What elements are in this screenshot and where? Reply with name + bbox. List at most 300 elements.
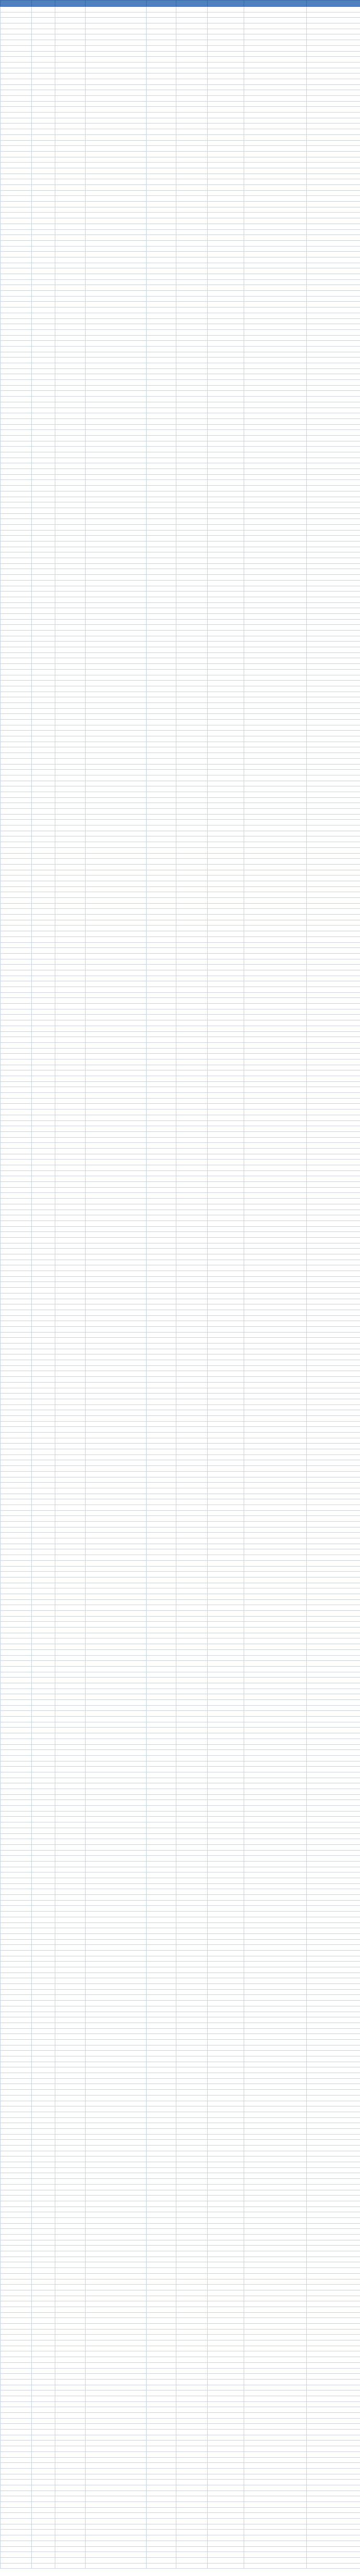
- table-cell[interactable]: [244, 458, 307, 463]
- table-cell[interactable]: [208, 1344, 244, 1349]
- table-row[interactable]: [1, 926, 360, 931]
- table-row[interactable]: [1, 452, 360, 458]
- table-cell[interactable]: [244, 1020, 307, 1026]
- table-cell[interactable]: [86, 1750, 147, 1756]
- table-cell[interactable]: [147, 1438, 176, 1444]
- table-cell[interactable]: [208, 129, 244, 135]
- table-cell[interactable]: [32, 2140, 55, 2146]
- table-cell[interactable]: [1, 1332, 32, 1338]
- table-cell[interactable]: [244, 747, 307, 753]
- table-cell[interactable]: [244, 1516, 307, 1522]
- table-cell[interactable]: [55, 497, 86, 502]
- table-cell[interactable]: [55, 1856, 86, 1862]
- table-cell[interactable]: [176, 853, 208, 859]
- table-cell[interactable]: [147, 2491, 176, 2496]
- table-cell[interactable]: [176, 586, 208, 591]
- table-cell[interactable]: [208, 1922, 244, 1928]
- table-cell[interactable]: [1, 1065, 32, 1070]
- table-cell[interactable]: [244, 2379, 307, 2385]
- table-row[interactable]: [1, 1928, 360, 1934]
- table-cell[interactable]: [307, 2396, 360, 2401]
- table-cell[interactable]: [244, 7, 307, 13]
- table-cell[interactable]: [208, 1199, 244, 1204]
- table-cell[interactable]: [86, 2413, 147, 2419]
- table-cell[interactable]: [86, 2390, 147, 2396]
- table-cell[interactable]: [244, 502, 307, 508]
- table-cell[interactable]: [176, 2246, 208, 2251]
- table-cell[interactable]: [208, 2368, 244, 2374]
- table-cell[interactable]: [208, 1226, 244, 1232]
- table-cell[interactable]: [176, 458, 208, 463]
- table-cell[interactable]: [32, 2407, 55, 2413]
- table-row[interactable]: [1, 45, 360, 51]
- table-cell[interactable]: [86, 1544, 147, 1549]
- table-cell[interactable]: [55, 51, 86, 57]
- table-cell[interactable]: [307, 1394, 360, 1399]
- table-cell[interactable]: [147, 536, 176, 541]
- table-cell[interactable]: [147, 2524, 176, 2530]
- table-cell[interactable]: [86, 2034, 147, 2040]
- table-cell[interactable]: [176, 1933, 208, 1939]
- table-cell[interactable]: [32, 2507, 55, 2513]
- table-cell[interactable]: [307, 870, 360, 876]
- table-cell[interactable]: [176, 1577, 208, 1583]
- table-row[interactable]: [1, 675, 360, 681]
- table-cell[interactable]: [147, 2251, 176, 2257]
- table-cell[interactable]: [147, 613, 176, 619]
- table-cell[interactable]: [244, 2039, 307, 2045]
- table-cell[interactable]: [1, 57, 32, 63]
- table-cell[interactable]: [147, 814, 176, 820]
- table-row[interactable]: [1, 1187, 360, 1193]
- table-cell[interactable]: [147, 263, 176, 268]
- table-cell[interactable]: [307, 1260, 360, 1265]
- table-cell[interactable]: [32, 881, 55, 886]
- table-row[interactable]: [1, 84, 360, 90]
- table-cell[interactable]: [55, 2541, 86, 2546]
- table-cell[interactable]: [86, 2519, 147, 2524]
- table-cell[interactable]: [1, 1444, 32, 1449]
- table-cell[interactable]: [244, 1466, 307, 1472]
- table-cell[interactable]: [244, 859, 307, 865]
- table-cell[interactable]: [55, 2095, 86, 2101]
- table-cell[interactable]: [147, 2335, 176, 2340]
- table-cell[interactable]: [307, 2051, 360, 2056]
- table-cell[interactable]: [208, 168, 244, 174]
- table-cell[interactable]: [1, 2362, 32, 2368]
- table-cell[interactable]: [55, 1048, 86, 1054]
- table-cell[interactable]: [307, 2257, 360, 2262]
- table-cell[interactable]: [307, 18, 360, 23]
- table-cell[interactable]: [147, 720, 176, 725]
- table-cell[interactable]: [244, 2329, 307, 2335]
- table-cell[interactable]: [86, 842, 147, 848]
- table-cell[interactable]: [32, 207, 55, 213]
- table-cell[interactable]: [55, 803, 86, 809]
- table-cell[interactable]: [55, 1466, 86, 1472]
- table-cell[interactable]: [208, 1087, 244, 1093]
- table-cell[interactable]: [86, 1449, 147, 1455]
- table-cell[interactable]: [147, 1672, 176, 1678]
- table-cell[interactable]: [208, 1505, 244, 1510]
- table-cell[interactable]: [147, 1688, 176, 1694]
- table-cell[interactable]: [55, 953, 86, 959]
- table-cell[interactable]: [208, 1143, 244, 1149]
- table-cell[interactable]: [208, 1811, 244, 1817]
- table-cell[interactable]: [147, 1917, 176, 1922]
- table-cell[interactable]: [55, 1678, 86, 1683]
- table-cell[interactable]: [147, 1783, 176, 1789]
- table-cell[interactable]: [176, 1221, 208, 1226]
- table-row[interactable]: [1, 786, 360, 792]
- table-cell[interactable]: [86, 90, 147, 96]
- table-cell[interactable]: [176, 1638, 208, 1644]
- table-cell[interactable]: [1, 1889, 32, 1895]
- table-cell[interactable]: [32, 2001, 55, 2006]
- table-cell[interactable]: [1, 631, 32, 636]
- table-cell[interactable]: [244, 508, 307, 513]
- table-row[interactable]: [1, 363, 360, 369]
- table-cell[interactable]: [176, 1978, 208, 1984]
- table-cell[interactable]: [86, 1638, 147, 1644]
- table-cell[interactable]: [32, 480, 55, 486]
- table-cell[interactable]: [244, 1939, 307, 1945]
- table-cell[interactable]: [244, 2463, 307, 2469]
- table-cell[interactable]: [244, 101, 307, 107]
- table-cell[interactable]: [86, 1232, 147, 1238]
- table-cell[interactable]: [1, 2552, 32, 2558]
- table-cell[interactable]: [307, 2134, 360, 2140]
- table-cell[interactable]: [86, 1839, 147, 1845]
- table-cell[interactable]: [307, 1700, 360, 1706]
- table-cell[interactable]: [208, 625, 244, 631]
- table-row[interactable]: [1, 1995, 360, 2001]
- table-cell[interactable]: [307, 45, 360, 51]
- table-cell[interactable]: [86, 1265, 147, 1271]
- table-cell[interactable]: [86, 981, 147, 987]
- table-cell[interactable]: [32, 1054, 55, 1059]
- table-cell[interactable]: [86, 2318, 147, 2324]
- table-cell[interactable]: [176, 2051, 208, 2056]
- table-cell[interactable]: [208, 134, 244, 140]
- table-cell[interactable]: [147, 51, 176, 57]
- table-row[interactable]: [1, 764, 360, 770]
- table-cell[interactable]: [147, 2146, 176, 2151]
- table-cell[interactable]: [307, 2167, 360, 2173]
- table-cell[interactable]: [86, 1711, 147, 1717]
- table-cell[interactable]: [307, 2128, 360, 2134]
- table-cell[interactable]: [32, 1288, 55, 1293]
- table-cell[interactable]: [176, 2095, 208, 2101]
- table-cell[interactable]: [86, 318, 147, 324]
- table-cell[interactable]: [307, 2379, 360, 2385]
- table-cell[interactable]: [208, 2235, 244, 2240]
- table-cell[interactable]: [176, 1533, 208, 1538]
- table-cell[interactable]: [244, 926, 307, 931]
- table-cell[interactable]: [32, 408, 55, 413]
- table-cell[interactable]: [1, 1466, 32, 1472]
- table-cell[interactable]: [1, 90, 32, 96]
- table-cell[interactable]: [32, 786, 55, 792]
- table-cell[interactable]: [147, 1087, 176, 1093]
- table-cell[interactable]: [176, 1488, 208, 1494]
- table-cell[interactable]: [147, 2318, 176, 2324]
- table-cell[interactable]: [32, 1210, 55, 1215]
- table-cell[interactable]: [244, 1444, 307, 1449]
- table-cell[interactable]: [1, 2001, 32, 2006]
- table-cell[interactable]: [55, 2485, 86, 2491]
- table-cell[interactable]: [147, 2401, 176, 2407]
- table-cell[interactable]: [307, 1928, 360, 1934]
- table-cell[interactable]: [244, 2246, 307, 2251]
- table-row[interactable]: [1, 1733, 360, 1739]
- table-cell[interactable]: [208, 2307, 244, 2312]
- table-cell[interactable]: [176, 2424, 208, 2430]
- table-cell[interactable]: [32, 792, 55, 797]
- table-cell[interactable]: [32, 1510, 55, 1516]
- table-cell[interactable]: [244, 497, 307, 502]
- table-cell[interactable]: [176, 179, 208, 185]
- table-cell[interactable]: [32, 1956, 55, 1962]
- table-cell[interactable]: [55, 2073, 86, 2079]
- table-cell[interactable]: [208, 2156, 244, 2162]
- table-cell[interactable]: [1, 2273, 32, 2279]
- table-cell[interactable]: [244, 1499, 307, 1505]
- table-cell[interactable]: [176, 1015, 208, 1020]
- table-cell[interactable]: [147, 2485, 176, 2491]
- table-cell[interactable]: [1, 608, 32, 614]
- table-cell[interactable]: [86, 368, 147, 374]
- table-cell[interactable]: [147, 992, 176, 998]
- table-row[interactable]: [1, 1076, 360, 1082]
- table-cell[interactable]: [55, 820, 86, 825]
- table-cell[interactable]: [307, 1170, 360, 1176]
- table-cell[interactable]: [307, 797, 360, 803]
- table-cell[interactable]: [176, 1365, 208, 1371]
- table-cell[interactable]: [86, 563, 147, 569]
- table-cell[interactable]: [86, 1483, 147, 1488]
- table-cell[interactable]: [86, 931, 147, 937]
- table-cell[interactable]: [32, 697, 55, 703]
- table-cell[interactable]: [86, 1271, 147, 1277]
- table-cell[interactable]: [307, 279, 360, 285]
- table-cell[interactable]: [244, 252, 307, 257]
- table-cell[interactable]: [147, 1421, 176, 1427]
- table-cell[interactable]: [147, 2123, 176, 2129]
- table-cell[interactable]: [176, 1510, 208, 1516]
- table-row[interactable]: [1, 79, 360, 84]
- table-cell[interactable]: [147, 2279, 176, 2285]
- table-cell[interactable]: [208, 229, 244, 235]
- table-cell[interactable]: [86, 809, 147, 815]
- table-cell[interactable]: [176, 1410, 208, 1416]
- table-row[interactable]: [1, 458, 360, 463]
- table-cell[interactable]: [1, 575, 32, 581]
- table-cell[interactable]: [32, 1065, 55, 1070]
- table-row[interactable]: [1, 1210, 360, 1215]
- table-cell[interactable]: [55, 240, 86, 246]
- table-row[interactable]: [1, 2435, 360, 2441]
- table-cell[interactable]: [208, 1638, 244, 1644]
- table-cell[interactable]: [1, 274, 32, 280]
- table-cell[interactable]: [86, 1466, 147, 1472]
- table-cell[interactable]: [208, 190, 244, 196]
- table-cell[interactable]: [244, 591, 307, 597]
- table-cell[interactable]: [176, 1199, 208, 1204]
- table-cell[interactable]: [176, 73, 208, 79]
- table-cell[interactable]: [55, 1310, 86, 1315]
- table-cell[interactable]: [147, 1031, 176, 1037]
- table-cell[interactable]: [55, 1733, 86, 1739]
- table-cell[interactable]: [244, 452, 307, 458]
- table-cell[interactable]: [55, 368, 86, 374]
- table-cell[interactable]: [208, 213, 244, 218]
- table-cell[interactable]: [32, 2207, 55, 2212]
- table-cell[interactable]: [244, 1265, 307, 1271]
- table-cell[interactable]: [32, 279, 55, 285]
- table-cell[interactable]: [307, 2217, 360, 2223]
- table-row[interactable]: [1, 2563, 360, 2569]
- table-cell[interactable]: [86, 2023, 147, 2028]
- table-cell[interactable]: [176, 346, 208, 352]
- table-cell[interactable]: [208, 513, 244, 519]
- table-cell[interactable]: [244, 368, 307, 374]
- table-cell[interactable]: [147, 140, 176, 146]
- table-cell[interactable]: [208, 2028, 244, 2034]
- table-cell[interactable]: [86, 608, 147, 614]
- table-cell[interactable]: [147, 1204, 176, 1210]
- table-cell[interactable]: [208, 836, 244, 842]
- table-cell[interactable]: [307, 2496, 360, 2502]
- table-cell[interactable]: [176, 2329, 208, 2335]
- table-cell[interactable]: [147, 1566, 176, 1572]
- table-cell[interactable]: [307, 380, 360, 386]
- table-cell[interactable]: [208, 1778, 244, 1783]
- table-cell[interactable]: [1, 920, 32, 926]
- table-cell[interactable]: [176, 2418, 208, 2424]
- table-cell[interactable]: [307, 2362, 360, 2368]
- table-cell[interactable]: [208, 1271, 244, 1277]
- table-cell[interactable]: [244, 224, 307, 229]
- table-cell[interactable]: [1, 1633, 32, 1638]
- table-cell[interactable]: [86, 1794, 147, 1800]
- table-cell[interactable]: [32, 702, 55, 708]
- table-cell[interactable]: [86, 1354, 147, 1360]
- table-cell[interactable]: [147, 1304, 176, 1310]
- table-cell[interactable]: [55, 1939, 86, 1945]
- table-cell[interactable]: [176, 2368, 208, 2374]
- table-cell[interactable]: [86, 953, 147, 959]
- table-cell[interactable]: [32, 2146, 55, 2151]
- table-cell[interactable]: [244, 12, 307, 18]
- table-cell[interactable]: [147, 1460, 176, 1466]
- table-cell[interactable]: [1, 569, 32, 575]
- table-row[interactable]: [1, 836, 360, 842]
- table-cell[interactable]: [244, 870, 307, 876]
- table-cell[interactable]: [1, 1828, 32, 1833]
- table-cell[interactable]: [32, 2480, 55, 2485]
- table-cell[interactable]: [32, 1483, 55, 1488]
- table-row[interactable]: [1, 931, 360, 937]
- table-cell[interactable]: [208, 1666, 244, 1672]
- table-cell[interactable]: [147, 731, 176, 736]
- table-cell[interactable]: [208, 40, 244, 46]
- table-cell[interactable]: [32, 770, 55, 775]
- table-cell[interactable]: [244, 753, 307, 759]
- table-cell[interactable]: [147, 1243, 176, 1249]
- table-cell[interactable]: [307, 2441, 360, 2446]
- table-cell[interactable]: [244, 825, 307, 831]
- table-cell[interactable]: [307, 898, 360, 904]
- table-cell[interactable]: [176, 1009, 208, 1015]
- table-cell[interactable]: [55, 1767, 86, 1772]
- table-row[interactable]: [1, 2480, 360, 2485]
- table-cell[interactable]: [1, 697, 32, 703]
- table-cell[interactable]: [244, 524, 307, 530]
- table-cell[interactable]: [176, 1315, 208, 1321]
- table-row[interactable]: [1, 2351, 360, 2357]
- table-cell[interactable]: [55, 2385, 86, 2390]
- table-cell[interactable]: [208, 1276, 244, 1282]
- table-cell[interactable]: [1, 163, 32, 168]
- table-cell[interactable]: [1, 2285, 32, 2290]
- table-cell[interactable]: [244, 1678, 307, 1683]
- table-cell[interactable]: [86, 1939, 147, 1945]
- table-cell[interactable]: [208, 469, 244, 475]
- table-cell[interactable]: [244, 1271, 307, 1277]
- table-cell[interactable]: [32, 942, 55, 948]
- table-cell[interactable]: [147, 1939, 176, 1945]
- table-cell[interactable]: [32, 118, 55, 124]
- table-cell[interactable]: [307, 1688, 360, 1694]
- table-cell[interactable]: [86, 1588, 147, 1594]
- table-cell[interactable]: [208, 2279, 244, 2285]
- table-cell[interactable]: [307, 1828, 360, 1833]
- table-cell[interactable]: [244, 1070, 307, 1076]
- table-cell[interactable]: [32, 903, 55, 909]
- table-cell[interactable]: [55, 458, 86, 463]
- table-cell[interactable]: [1, 185, 32, 191]
- table-cell[interactable]: [32, 2056, 55, 2062]
- table-row[interactable]: [1, 185, 360, 191]
- table-cell[interactable]: [32, 358, 55, 363]
- table-cell[interactable]: [176, 926, 208, 931]
- table-cell[interactable]: [86, 602, 147, 608]
- table-cell[interactable]: [244, 463, 307, 469]
- table-cell[interactable]: [147, 1755, 176, 1761]
- table-cell[interactable]: [147, 1210, 176, 1215]
- table-cell[interactable]: [55, 252, 86, 257]
- table-cell[interactable]: [55, 1649, 86, 1655]
- table-cell[interactable]: [147, 1806, 176, 1811]
- table-cell[interactable]: [147, 1956, 176, 1962]
- table-cell[interactable]: [208, 452, 244, 458]
- table-cell[interactable]: [86, 870, 147, 876]
- table-cell[interactable]: [55, 876, 86, 881]
- table-cell[interactable]: [55, 541, 86, 547]
- table-cell[interactable]: [1, 2430, 32, 2435]
- table-cell[interactable]: [147, 1344, 176, 1349]
- table-cell[interactable]: [307, 859, 360, 865]
- table-cell[interactable]: [244, 1750, 307, 1756]
- table-row[interactable]: [1, 1984, 360, 1990]
- table-cell[interactable]: [32, 825, 55, 831]
- table-cell[interactable]: [307, 2318, 360, 2324]
- table-cell[interactable]: [208, 1460, 244, 1466]
- table-cell[interactable]: [86, 324, 147, 330]
- table-cell[interactable]: [307, 168, 360, 174]
- table-cell[interactable]: [55, 758, 86, 764]
